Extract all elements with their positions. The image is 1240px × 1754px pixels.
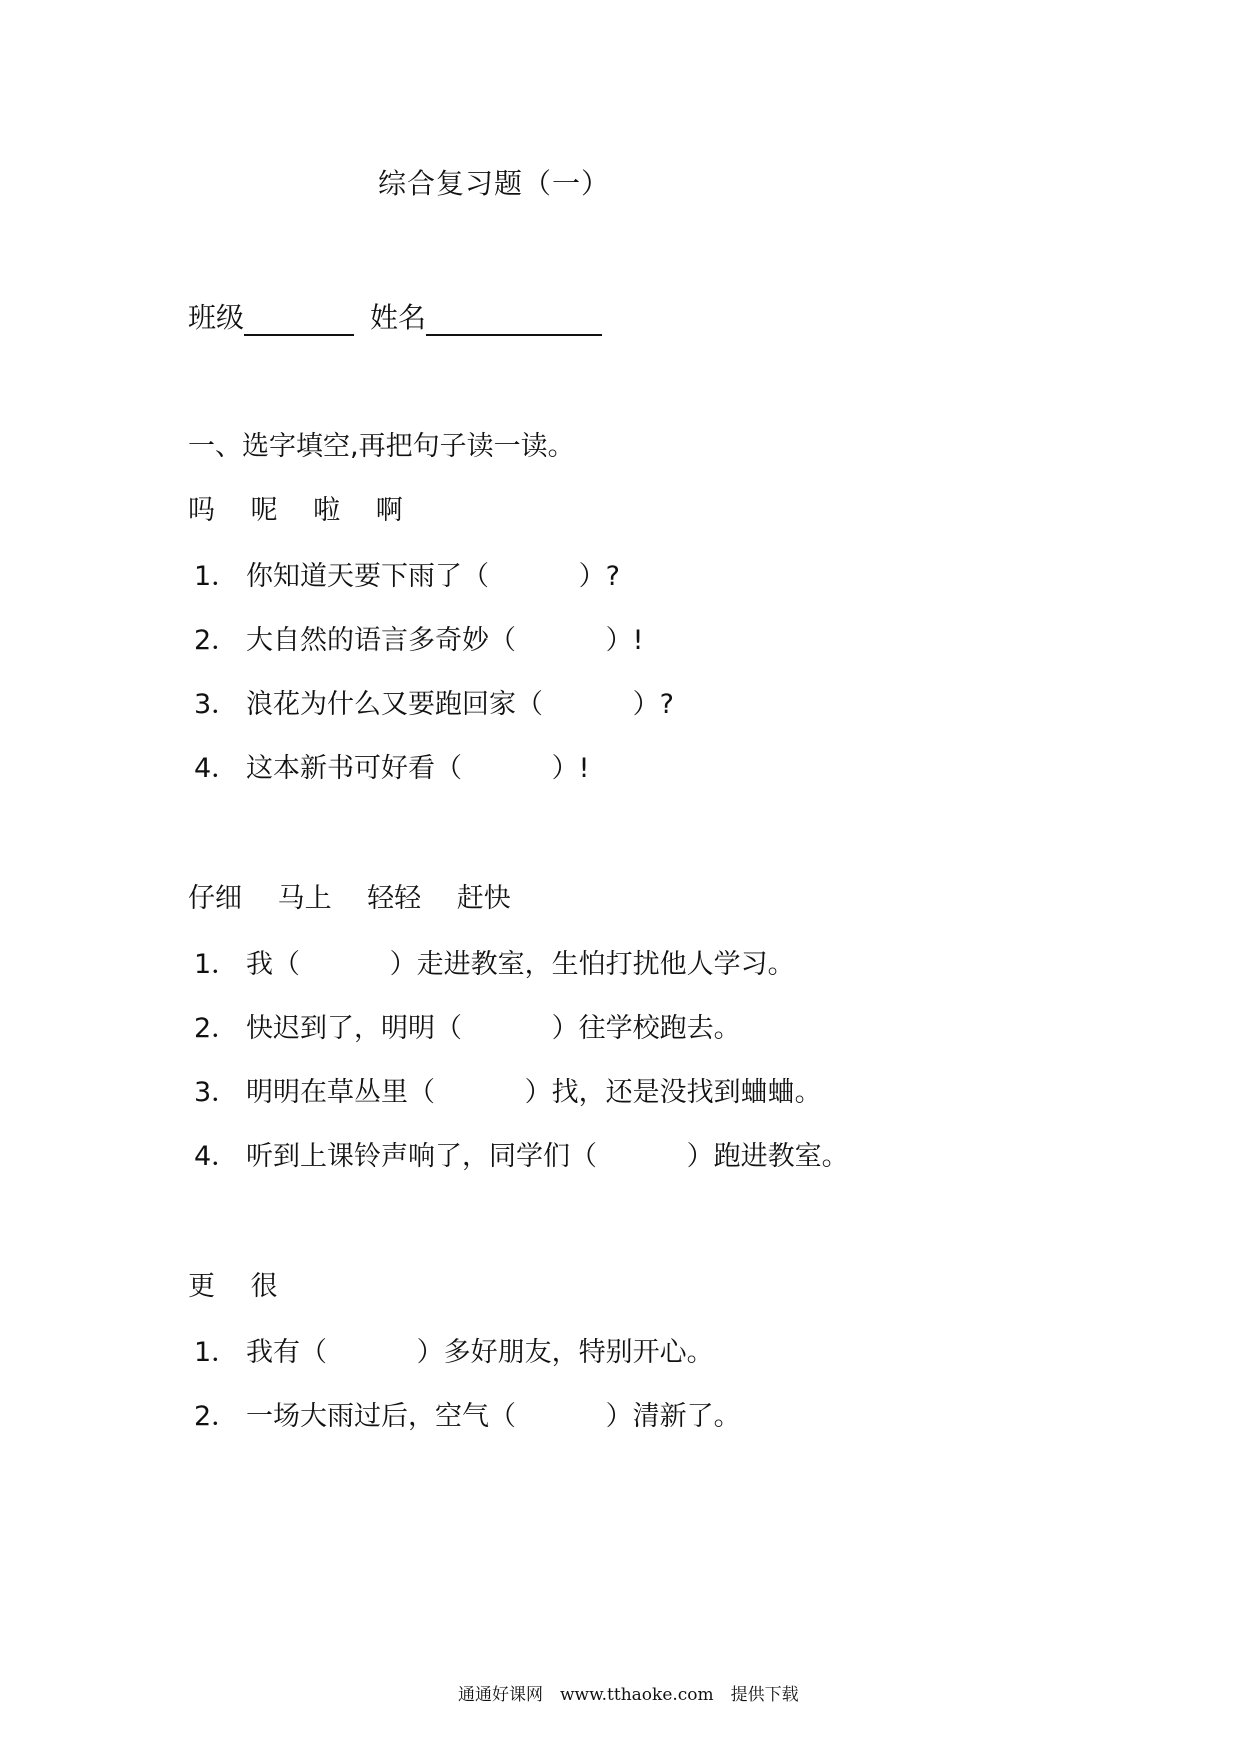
student-info: [188, 296, 602, 336]
class-label: 班级: [188, 301, 245, 334]
question-text: 听到上课铃声响了，同学们（ ）跑进教室。: [246, 1141, 849, 1172]
question-item: [194, 618, 643, 657]
question-text: 浪花为什么又要跑回家（ ）?: [246, 689, 674, 720]
question-number: 4．: [194, 1141, 239, 1172]
word-choices-1: 吗 呢 啦 啊: [188, 495, 403, 526]
question-text: 明明在草丛里（ ）找，还是没找到蛐蛐。: [246, 1077, 822, 1108]
section-heading: 一、选字填空,再把句子读一读。: [188, 431, 575, 462]
question-text: 你知道天要下雨了（ ）?: [246, 561, 620, 592]
question-item: [194, 682, 674, 721]
question-number: 3．: [194, 689, 239, 720]
question-number: 2．: [194, 625, 239, 656]
question-text: 我（ ）走进教室，生怕打扰他人学习。: [246, 949, 795, 980]
question-number: 2．: [194, 1401, 239, 1432]
question-item: [194, 746, 589, 785]
question-item: [194, 1070, 822, 1109]
page-title: 综合复习题（一）: [378, 167, 611, 200]
name-blank[interactable]: [426, 310, 602, 336]
name-label: 姓名: [370, 301, 427, 334]
question-number: 1．: [194, 949, 239, 980]
question-text: 我有（ ）多好朋友，特别开心。: [246, 1337, 714, 1368]
question-number: 4．: [194, 753, 239, 784]
class-blank[interactable]: [244, 310, 354, 336]
question-item: [194, 554, 620, 593]
question-number: 2．: [194, 1013, 239, 1044]
question-number: 1．: [194, 1337, 239, 1368]
question-text: 快迟到了，明明（ ）往学校跑去。: [246, 1013, 741, 1044]
question-text: 这本新书可好看（ ）!: [246, 753, 590, 784]
question-text: 大自然的语言多奇妙（ ）!: [246, 625, 644, 656]
word-choices-3: 更 很: [188, 1271, 278, 1302]
question-number: 1．: [194, 561, 239, 592]
footer-source: 通通好课网 www.tthaoke.com 提供下载: [458, 1685, 799, 1705]
question-item: [194, 1394, 741, 1433]
question-item: [194, 942, 795, 981]
question-item: [194, 1134, 849, 1173]
question-text: 一场大雨过后，空气（ ）清新了。: [246, 1401, 741, 1432]
question-number: 3．: [194, 1077, 239, 1108]
word-choices-2: 仔细 马上 轻轻 赶快: [188, 883, 511, 914]
question-item: [194, 1006, 741, 1045]
question-item: [194, 1330, 714, 1369]
